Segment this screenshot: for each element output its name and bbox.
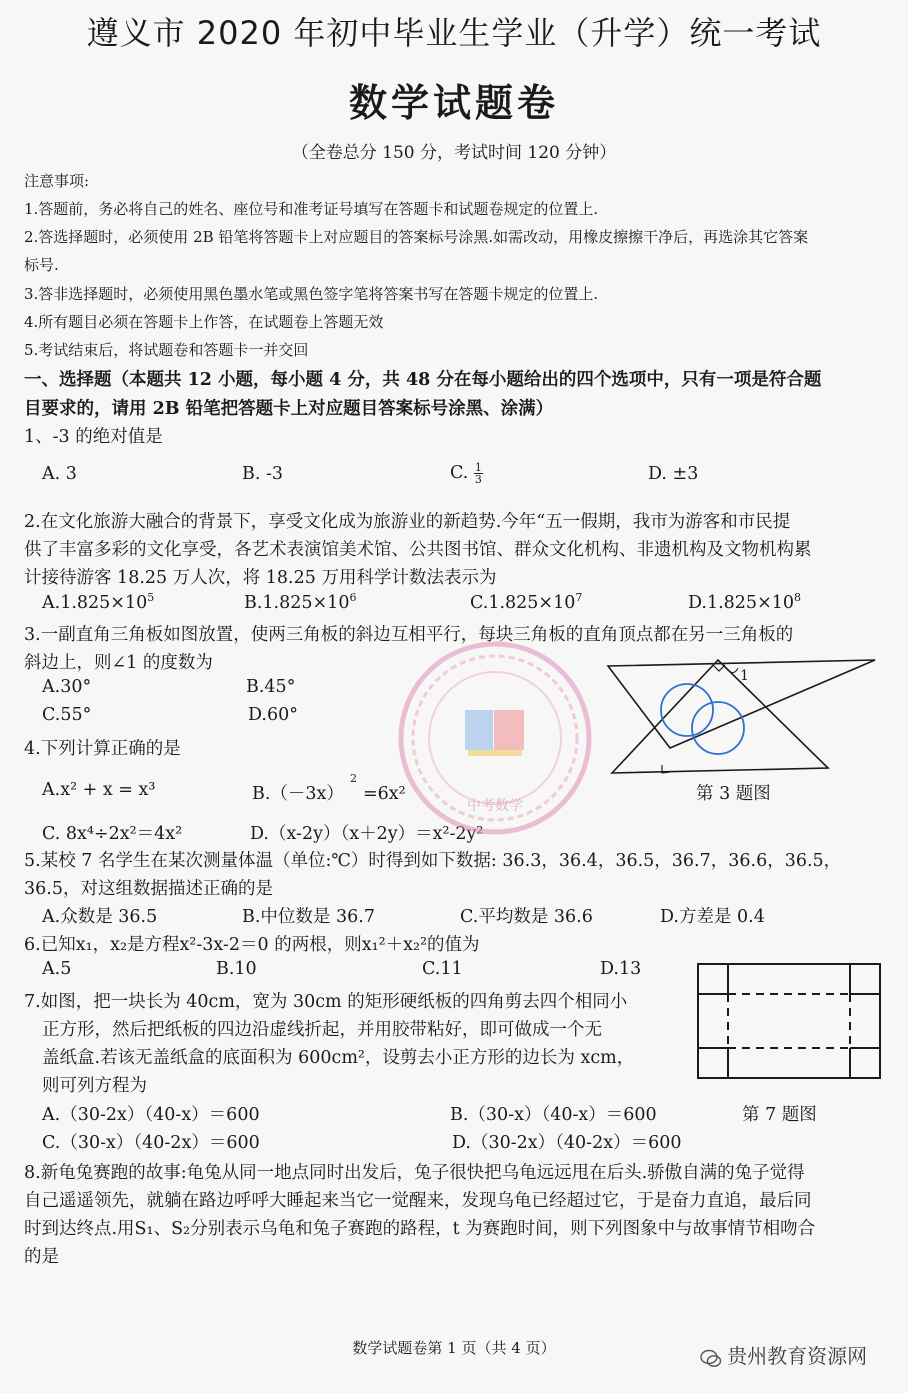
- q2-option-a: $A.1.825\times 10^5$: [42, 591, 155, 613]
- q8-stem-line: 8.新龟兔赛跑的故事:龟兔从同一地点同时出发后，兔子很快把乌龟远远甩在后头.骄傲自满的兔子觉得: [24, 1163, 805, 1183]
- q3-option-d: D.60°: [248, 705, 298, 725]
- q8-stem-line: 的是: [24, 1247, 59, 1267]
- angle-label: 1: [740, 668, 749, 684]
- q5-stem-line2: 36.5，对这组数据描述正确的是: [24, 879, 273, 899]
- notice-item: 标号.: [24, 256, 59, 274]
- q3-figure: [600, 648, 885, 783]
- seal-text: 中考数学: [467, 798, 523, 814]
- notice-item: 2.答选择题时，必须使用 2B 铅笔将答题卡上对应题目的答案标号涂黑.如需改动，用橡皮擦擦干净后，再选涂其它答案: [24, 228, 809, 246]
- seal-watermark: [390, 638, 600, 838]
- section-heading-line2: 目要求的，请用 2B 铅笔把答题卡上对应题目答案标号涂黑、涂满）: [24, 399, 554, 419]
- q1-option-a: A. 3: [42, 464, 77, 484]
- q4-option-b: $B.(-3x)^2=6x^2$: [252, 772, 406, 804]
- wechat-icon: [700, 1349, 722, 1369]
- q5-option-a: A.众数是 36.5: [42, 907, 158, 927]
- q6-option-b: B.10: [216, 959, 257, 979]
- q5-option-d: D.方差是 0.4: [660, 907, 765, 927]
- q2-stem-line: 计接待游客 18.25 万人次，将 18.25 万用科学计数法表示为: [24, 568, 497, 588]
- q5-option-c: C.平均数是 36.6: [460, 907, 593, 927]
- q2-option-b: $B.1.825\times 10^6$: [244, 591, 357, 613]
- q7-stem-line: 7.如图，把一块长为 40cm，宽为 30cm 的矩形硬纸板的四角剪去四个相同小: [24, 992, 628, 1012]
- exam-title: 遵义市 2020 年初中毕业生学业（升学）统一考试: [86, 14, 822, 52]
- q5-stem-line1: 5.某校 7 名学生在某次测量体温（单位:℃）时得到如下数据: 36.3，36.4，36.5，36.7，36.6，36.5，: [24, 851, 842, 871]
- q2-stem-line: 供了丰富多彩的文化享受，各艺术表演馆美术馆、公共图书馆、群众文化机构、非遗机构及文物机构累: [24, 540, 812, 560]
- notice-item: 5.考试结束后，将试题卷和答题卡一并交回: [24, 341, 309, 359]
- q3-caption: 第 3 题图: [696, 784, 771, 804]
- q4-option-d: D.（x-2y）（x＋2y）＝x²-2y²: [250, 824, 484, 844]
- q6-option-d: D.13: [600, 959, 642, 979]
- q7-option-b: B.（30-x）（40-x）＝600: [450, 1105, 657, 1125]
- q6-stem: 6.已知x₁，x₂是方程x²-3x-2＝0 的两根，则x₁²＋x₂²的值为: [24, 935, 480, 955]
- triangle-lower: [612, 660, 828, 773]
- fraction: $\frac{1}{3}$: [474, 461, 482, 486]
- paper-title: 数学试题卷: [348, 80, 559, 125]
- watermark-circles: [661, 684, 744, 754]
- notice-item: 4.所有题目必须在答题卡上作答，在试题卷上答题无效: [24, 313, 384, 331]
- brand-watermark: [700, 1340, 867, 1369]
- q1-option-c: C. $\frac{1}{3}$: [450, 461, 482, 486]
- q7-option-c: C.（30-x）（40-2x）＝600: [42, 1133, 260, 1153]
- q8-stem-line: 自己遥遥领先，就躺在路边呼呼大睡起来当它一觉醒来，发现乌龟已经超过它，于是奋力直追，最后同: [24, 1191, 812, 1211]
- q7-option-d: D.（30-2x）（40-2x）＝600: [452, 1133, 682, 1153]
- notice-heading: 注意事项:: [24, 172, 90, 190]
- q7-stem-line: 则可列方程为: [42, 1076, 147, 1096]
- q1-option-b: B. -3: [242, 464, 284, 484]
- page-footer: 数学试题卷第 1 页（共 4 页）: [352, 1339, 556, 1357]
- q2-option-c: $C.1.825\times 10^7$: [470, 591, 583, 613]
- q4-option-a: A.x² + x = x³: [42, 780, 156, 800]
- q6-option-c: C.11: [422, 959, 463, 979]
- q7-caption: 第 7 题图: [742, 1105, 817, 1125]
- q3-option-c: C.55°: [42, 705, 92, 725]
- notice-item: 1.答题前，务必将自己的姓名、座位号和准考证号填写在答题卡和试题卷规定的位置上.: [24, 200, 599, 218]
- q7-stem-line: 正方形，然后把纸板的四边沿虚线折起，并用胶带粘好，即可做成一个无: [42, 1020, 602, 1040]
- q4-option-c: C. 8x⁴÷2x²＝4x²: [42, 824, 183, 844]
- q3-option-b: B.45°: [246, 677, 296, 697]
- q4-stem: 4.下列计算正确的是: [24, 739, 181, 759]
- q2-option-d: $D.1.825\times 10^8$: [688, 591, 801, 613]
- q1-stem: 1、-3 的绝对值是: [24, 427, 163, 447]
- notice-item: 3.答非选择题时，必须使用黑色墨水笔或黑色签字笔将答案书写在答题卡规定的位置上.: [24, 285, 599, 303]
- q6-option-a: A.5: [42, 959, 72, 979]
- brand-name: 贵州教育资源网: [727, 1344, 868, 1368]
- q7-stem-line: 盖纸盒.若该无盖纸盒的底面积为 600cm²，设剪去小正方形的边长为 xcm，: [42, 1048, 635, 1068]
- q3-stem-line2: 斜边上，则∠1 的度数为: [24, 653, 213, 673]
- section-heading-line1: 一、选择题（本题共 12 小题，每小题 4 分，共 48 分在每小题给出的四个选项中，只有一项是符合题: [24, 370, 822, 390]
- q5-option-b: B.中位数是 36.7: [242, 907, 375, 927]
- exam-meta: （全卷总分 150 分，考试时间 120 分钟）: [291, 143, 617, 163]
- q2-stem-line: 2.在文化旅游大融合的背景下，享受文化成为旅游业的新趋势.今年“五一假期，我市为游客和市民提: [24, 512, 791, 532]
- q1-option-d: D. ±3: [648, 464, 699, 484]
- q8-stem-line: 时到达终点.用S₁、S₂分别表示乌龟和兔子赛跑的路程，t 为赛跑时间，则下列图象中与故事情节相吻合: [24, 1219, 816, 1239]
- q7-figure: [694, 960, 884, 1082]
- q7-option-a: A.（30-2x）（40-x）＝600: [42, 1105, 260, 1125]
- q3-option-a: A.30°: [42, 677, 92, 697]
- q3-stem-line1: 3.一副直角三角板如图放置，使两三角板的斜边互相平行，每块三角板的直角顶点都在另一三角板的: [24, 625, 794, 645]
